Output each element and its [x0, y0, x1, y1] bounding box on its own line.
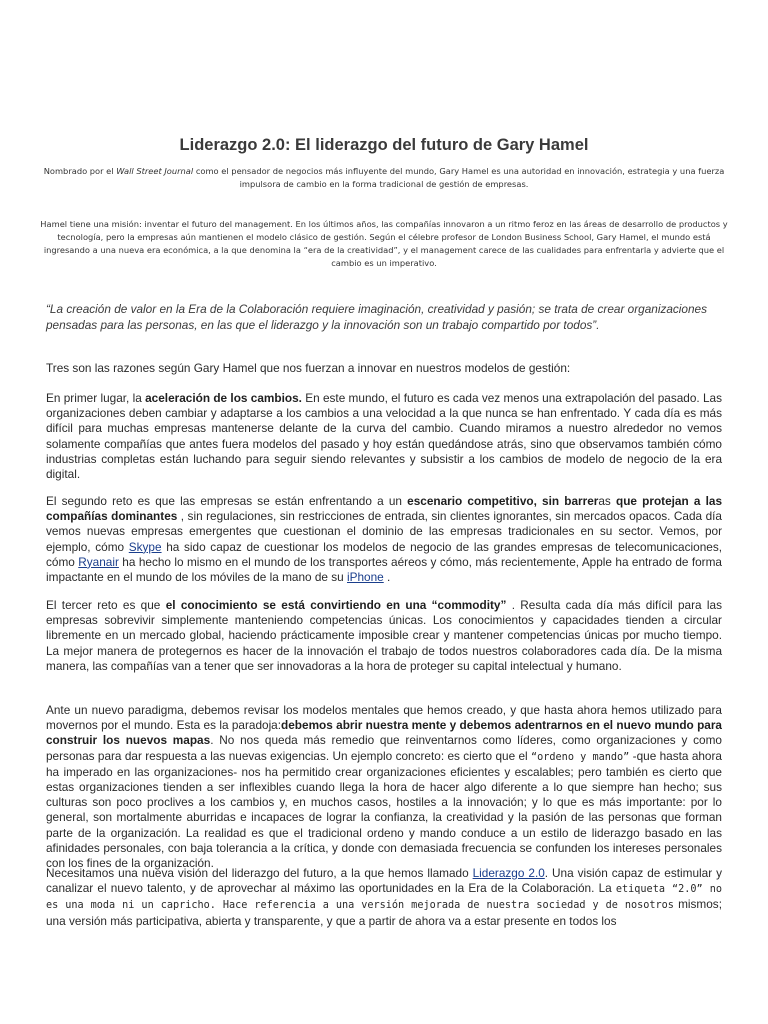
iphone-link[interactable]: iPhone: [347, 570, 384, 585]
paragraph-tercer-reto: El tercer reto es que el conocimiento se está convirtiendo en una “commodity” . Resulta cada día más difícil para las empresas sobrevivir simplemente manteniendo competencias únicas. Los conocimientos y capacidades tienden a circular libremente en un mercado global, haciendo prácticamente imposible crear y mantener competencias únicas por mucho tiempo. La mejor manera de protegernos es hacer de la innovación el trabajo de todos nuestros colaboradores cada día. De la misma manera, las compañías van a tener que ser innovadoras a la hora de proteger su capital intelectual y humano.: [46, 598, 722, 673]
paragraph-razones: Tres son las razones según Gary Hamel que nos fuerzan a innovar en nuestros modelos de gestión:: [46, 361, 571, 375]
page-title: Liderazgo 2.0: El liderazgo del futuro de Gary Hamel: [179, 136, 589, 154]
quote-block: “La creación de valor en la Era de la Colaboración requiere imaginación, creatividad y pasión; se trata de crear organizaciones pensadas para las personas, en las que el liderazgo y la innovación son un trabajo compartido por todos”.: [46, 302, 708, 332]
skype-link[interactable]: Skype: [128, 539, 162, 554]
paragraph-segundo-reto: El segundo reto es que las empresas se están enfrentando a un escenario competitivo, sin barreras que protejan a las compañías dominantes , sin regulaciones, sin restricciones de entrada, sin clientes ignorantes, sin mercados opacos. Cada día vemos nuevas empresas emergentes que cuestionan el dominio de las empresas tradicionales en su sector. Vemos, por ejemplo, cómo Skype ha sido capaz de cuestionar los modelos de negocio de las grandes empresas de telecomunicaciones, cómo Ryanair ha hecho lo mismo en el mundo de los transportes aéreos y cómo, más recientemente, Apple ha entrado de forma impactante en el mundo de los móviles de la mano de su iPhone .: [46, 494, 722, 585]
ryanair-link[interactable]: Ryanair: [78, 554, 119, 569]
intro-paragraph-1: Nombrado por el Wall Street Journal como el pensador de negocios más influyente del mundo, Gary Hamel es una autoridad en innovación, estrategia y una fuerza impulsora de cambio en la forma tradicional de gestión de empresas.: [43, 166, 725, 189]
wsj-italic: Wall Street Journal: [116, 166, 194, 176]
paragraph-primer-reto: En primer lugar, la aceleración de los cambios. En este mundo, el futuro es cada vez menos una extrapolación del pasado. Las organizaciones deben cambiar y adaptarse a los cambios a una velocidad a la que nunca se han enfrentado. Y cada día es más difícil para muchas empresas mantenerse delante de la curva del cambio. Cuando miramos a nuestro alrededor no vemos solamente compañías que antes fuera modelos del pasado y hoy están quedándose atrás, sino que observamos también cómo industrias completas están luchando para seguir siendo relevantes y subsistir a los cambios de modelo de negocio de la era digital.: [46, 391, 722, 482]
paragraph-paradigma: Ante un nuevo paradigma, debemos revisar los modelos mentales que hemos creado, y que hasta ahora hemos utilizado para movernos por el mundo. Esta es la paradoja:debemos abrir nuestra mente y debemos adentrarnos en el nuevo mundo para construir los nuevos mapas. No nos queda más remedio que reinventarnos como líderes, como organizaciones y como personas para dar respuesta a las nuevas exigencias. Un ejemplo concreto: es cierto que el “ordeno y mando” -que hasta ahora ha imperado en las organizaciones- nos ha permitido crear organizaciones eficientes y escalables; pero también es cierto que estas organizaciones tienden a ser inflexibles cuando llega la hora de hacer algo diferente a lo que siempre han hecho; sus culturas son poco proclives a los cambios y, en muchos casos, hostiles a la innovación; y lo que es más importante: por lo general, son mortalmente aburridas e incapaces de lograr la confianza, la creatividad y la pasión de las personas que forman parte de la organización. La realidad es que el tradicional ordeno y mando conduce a un estilo de liderazgo basado en las afinidades personales, con baja tolerancia a la crítica, y donde con demasiada frecuencia se confunden los intereses personales con los fines de la organización.: [46, 703, 722, 871]
liderazgo-2-0-link[interactable]: Liderazgo 2.0: [472, 866, 545, 880]
intro-paragraph-2: Hamel tiene una misión: inventar el futuro del management. En los últimos años, las compañías innovaron a un ritmo feroz en las áreas de desarrollo de productos y tecnología, pero la empresas aún mantienen el modelo clásico de gestión. Según el célebre profesor de London Business School, Gary Hamel, el mundo está ingresando a una nueva era económica, a la que denomina la “era de la creatividad”, y el management carece de las cualidades para enfrentarla y advierte que el cambio es un imperativo.: [40, 219, 728, 268]
paragraph-liderazgo-2-0: Necesitamos una nueva visión del liderazgo del futuro, a la que hemos llamado Liderazgo 2.0. Una visión capaz de estimular y canalizar el nuevo talento, y de aprovechar al máximo las oportunidades en la Era de la Colaboración. La etiqueta “2.0” no es una moda ni un capricho. Hace referencia a una versión mejorada de nuestra sociedad y de nosotros mismos; una versión más participativa, abierta y transparente, y que a partir de ahora va a estar presente en todos los: [46, 866, 722, 928]
